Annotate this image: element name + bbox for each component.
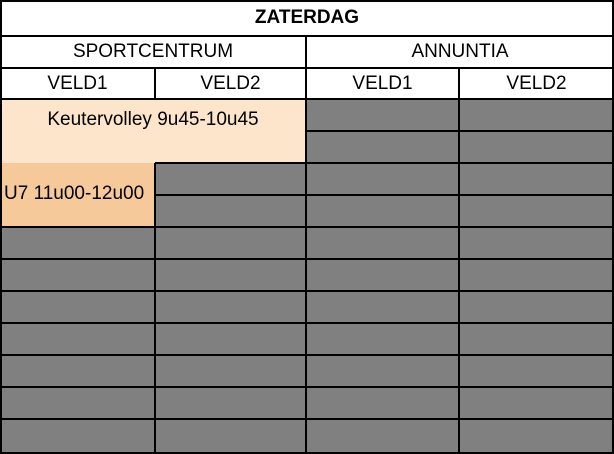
location-annuntia: ANNUNTIA	[411, 41, 509, 62]
grid-line	[0, 322, 614, 324]
field-header-annuntia-veld1: VELD1	[352, 72, 413, 94]
grid-line	[0, 290, 614, 292]
day-title: ZATERDAG	[254, 7, 360, 28]
grid-line	[0, 0, 2, 454]
field-header-sportcentrum-veld1: VELD1	[47, 72, 108, 94]
grid-line	[155, 162, 614, 164]
field-header-annuntia-veld2: VELD2	[506, 72, 567, 94]
unavailable-annuntia	[306, 99, 614, 454]
event-keutervolley[interactable]: Keutervolley 9u45-10u45	[0, 99, 306, 163]
field-header-sportcentrum-veld2: VELD2	[200, 72, 261, 94]
grid-line	[154, 68, 156, 99]
unavailable-sportcentrum-veld2	[155, 163, 306, 454]
grid-line	[458, 68, 460, 454]
grid-line	[0, 226, 614, 228]
grid-line	[0, 35, 614, 37]
grid-line	[306, 130, 614, 132]
grid-line	[0, 67, 614, 69]
event-u7[interactable]: U7 11u00-12u00	[0, 163, 155, 227]
grid-line	[0, 418, 614, 420]
location-sportcentrum: SPORTCENTRUM	[72, 41, 234, 62]
grid-line	[155, 194, 614, 196]
grid-line	[0, 0, 614, 2]
grid-line	[0, 258, 614, 260]
grid-line	[0, 354, 614, 356]
grid-line	[154, 163, 156, 454]
grid-line	[305, 36, 307, 454]
grid-line	[0, 386, 614, 388]
grid-line	[0, 98, 614, 100]
